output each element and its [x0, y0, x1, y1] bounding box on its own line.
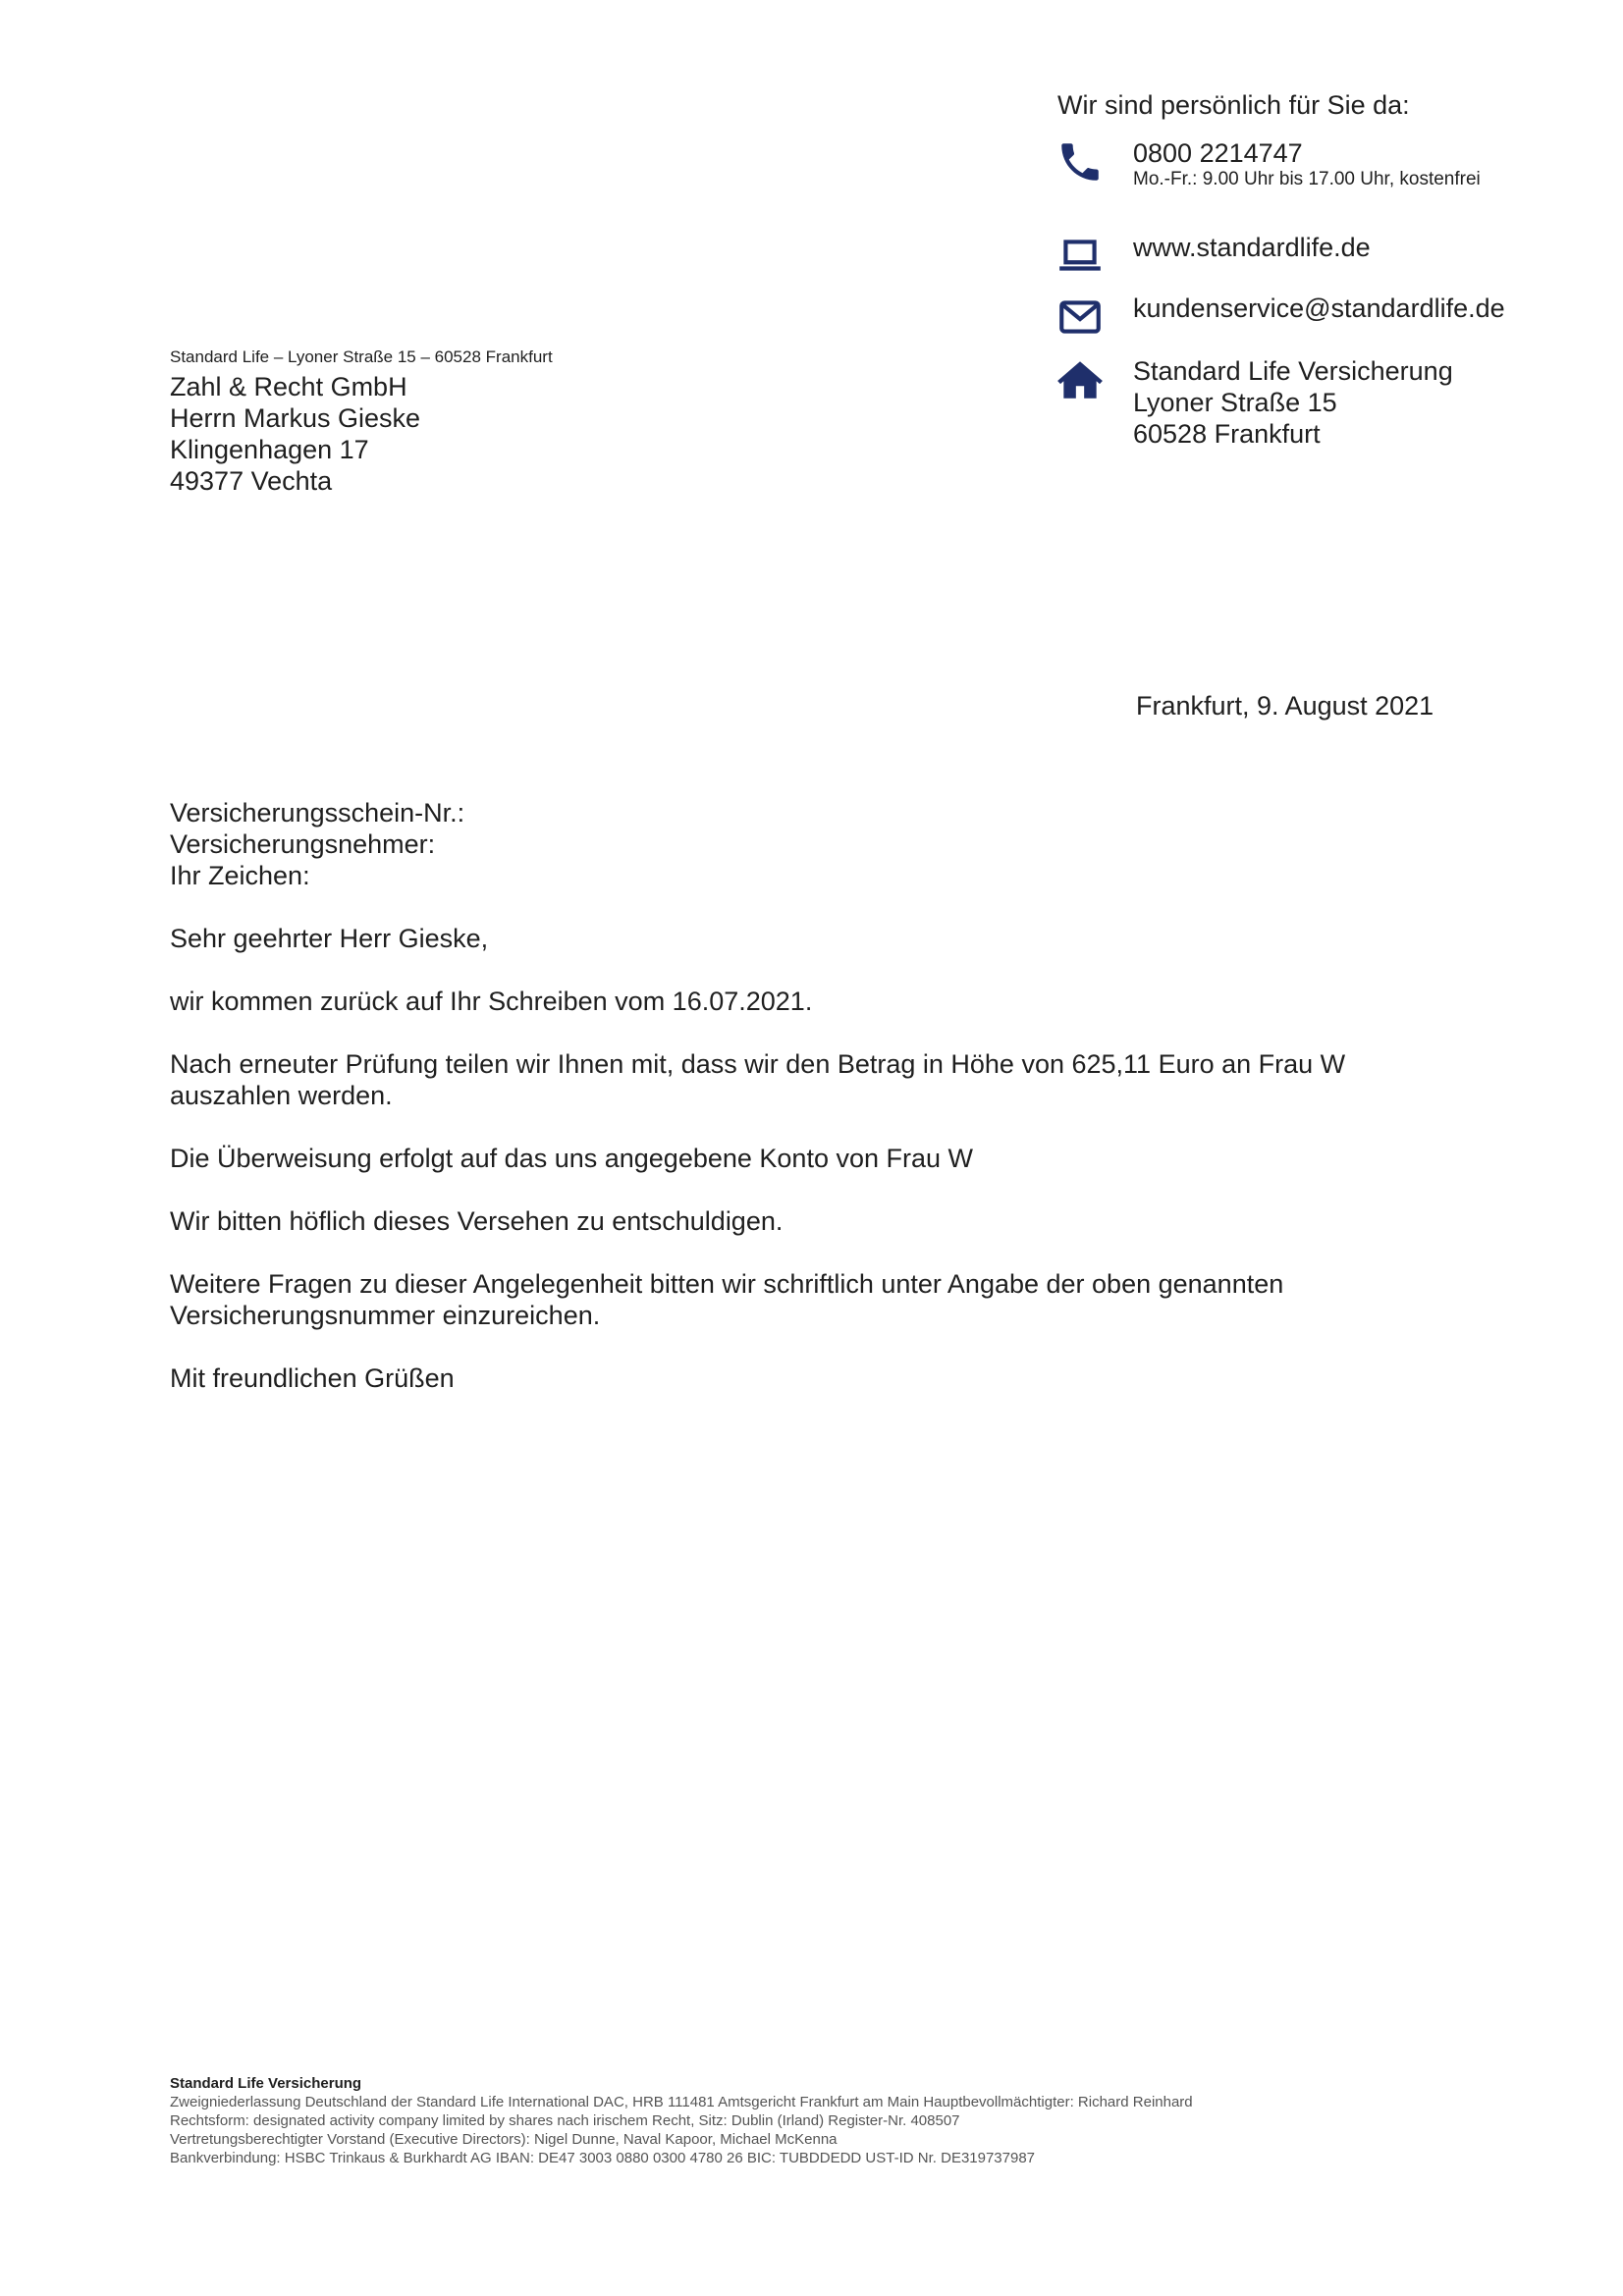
letter-body	[170, 923, 1407, 1425]
reference-policyholder: Versicherungsnehmer:	[170, 829, 436, 859]
body-paragraph: Nach erneuter Prüfung teilen wir Ihnen mit, dass wir den Betrag in Höhe von 625,11 Euro an Frau W auszahlen werden.	[170, 1049, 1346, 1110]
footer	[170, 2074, 1193, 2167]
body-paragraph: Wir bitten höflich dieses Versehen zu entschuldigen.	[170, 1206, 784, 1236]
contact-address-line: 60528 Frankfurt	[1133, 419, 1321, 449]
contact-website[interactable]: www.standardlife.de	[1133, 233, 1371, 262]
footer-line: Rechtsform: designated activity company limited by shares nach irischem Recht, Sitz: Dublin (Irland) Register-Nr. 408507	[170, 2112, 960, 2129]
recipient-line: Herrn Markus Gieske	[170, 403, 421, 433]
contact-address-line: Lyoner Straße 15	[1133, 388, 1337, 417]
body-paragraph: Die Überweisung erfolgt auf das uns angegebene Konto von Frau W	[170, 1144, 974, 1173]
mail-icon	[1055, 293, 1105, 342]
contact-address-line: Standard Life Versicherung	[1133, 356, 1453, 386]
sender-return-address: Standard Life – Lyoner Straße 15 – 60528 Frankfurt	[170, 347, 553, 366]
recipient-line: 49377 Vechta	[170, 466, 333, 496]
footer-line: Vertretungsberechtigter Vorstand (Executive Directors): Nigel Dunne, Naval Kapoor, Michael McKenna	[170, 2131, 838, 2148]
recipient-address	[170, 371, 420, 497]
home-icon	[1055, 355, 1105, 404]
reference-policy-number: Versicherungsschein-Nr.:	[170, 798, 465, 828]
contact-title: Wir sind persönlich für Sie da:	[1057, 90, 1410, 120]
footer-line: Zweigniederlassung Deutschland der Standard Life International DAC, HRB 111481 Amtsgericht Frankfurt am Main Hauptbevollmächtigter: Richard Reinhard	[170, 2094, 1193, 2110]
body-paragraph: wir kommen zurück auf Ihr Schreiben vom 16.07.2021.	[170, 987, 813, 1016]
contact-phone[interactable]: 0800 2214747	[1133, 138, 1303, 168]
contact-phone-hours: Mo.-Fr.: 9.00 Uhr bis 17.00 Uhr, kostenfrei	[1133, 169, 1481, 189]
laptop-icon	[1055, 232, 1105, 281]
reference-block	[170, 797, 464, 891]
footer-line: Bankverbindung: HSBC Trinkaus & Burkhardt AG IBAN: DE47 3003 0880 0300 4780 26 BIC: TUBDDEDD UST-ID Nr. DE319737987	[170, 2150, 1036, 2166]
contact-email[interactable]: kundenservice@standardlife.de	[1133, 294, 1505, 323]
phone-icon	[1055, 137, 1105, 187]
salutation: Sehr geehrter Herr Gieske,	[170, 924, 489, 953]
reference-your-ref: Ihr Zeichen:	[170, 861, 310, 890]
body-paragraph: Weitere Fragen zu dieser Angelegenheit bitten wir schriftlich unter Angabe der oben genannten Versicherungsnummer einzureichen.	[170, 1269, 1284, 1330]
recipient-line: Zahl & Recht GmbH	[170, 372, 407, 401]
letter-date: Frankfurt, 9. August 2021	[1136, 691, 1434, 721]
footer-title: Standard Life Versicherung	[170, 2075, 362, 2092]
closing: Mit freundlichen Grüßen	[170, 1363, 455, 1393]
recipient-line: Klingenhagen 17	[170, 435, 369, 464]
